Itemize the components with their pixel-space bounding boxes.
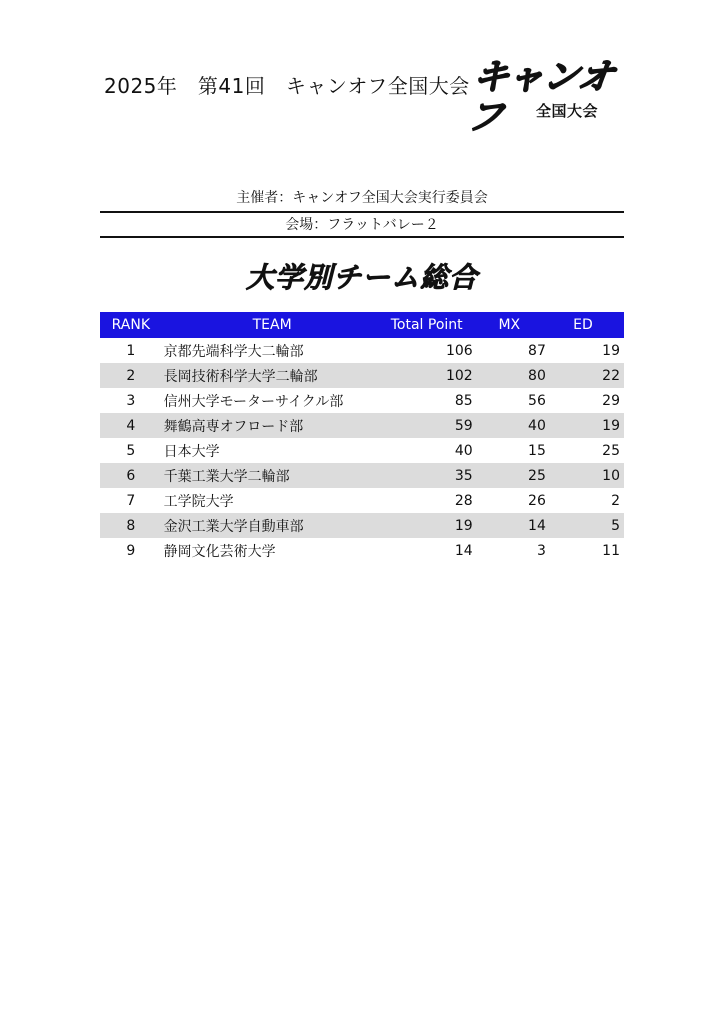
results-table bbox=[100, 312, 624, 563]
table-row bbox=[100, 463, 624, 488]
cell-total-point: 102 bbox=[381, 363, 473, 388]
cell-rank: 5 bbox=[126, 442, 136, 459]
divider-bottom bbox=[100, 236, 624, 238]
cell-mx: 15 bbox=[528, 442, 546, 459]
divider-top bbox=[100, 211, 624, 213]
cell-team: 長岡技術科学大学二輪部 bbox=[162, 363, 381, 388]
cell-total-point: 106 bbox=[445, 342, 473, 359]
cell-team: 工学院大学 bbox=[163, 493, 234, 510]
cell-team: 静岡文化芸術大学 bbox=[163, 543, 276, 560]
cell-ed: 29 bbox=[602, 392, 620, 409]
table-row bbox=[100, 413, 624, 438]
cell-total-point: 19 bbox=[381, 513, 473, 538]
cell-team: 舞鶴高専オフロード部 bbox=[162, 413, 381, 438]
cell-team: 金沢工業大学自動車部 bbox=[162, 513, 381, 538]
cell-ed: 11 bbox=[602, 542, 620, 559]
cell-team: 千葉工業大学二輪部 bbox=[162, 463, 381, 488]
cell-ed: 10 bbox=[546, 463, 624, 488]
cell-team: 信州大学モーターサイクル部 bbox=[163, 393, 344, 410]
cell-total-point: 59 bbox=[381, 413, 473, 438]
cell-mx: 3 bbox=[536, 542, 546, 559]
cell-rank: 1 bbox=[126, 342, 136, 359]
column-header-team: TEAM bbox=[162, 312, 381, 338]
venue-line: 会場：フラットバレー２ bbox=[285, 217, 439, 233]
cell-mx: 87 bbox=[528, 342, 546, 359]
table-row bbox=[100, 438, 624, 463]
cell-total-point: 14 bbox=[454, 542, 473, 559]
logo-main-text: キャンオフ bbox=[464, 57, 616, 138]
cell-rank: 2 bbox=[100, 363, 162, 388]
cell-mx: 26 bbox=[528, 492, 546, 509]
cell-total-point: 85 bbox=[454, 392, 473, 409]
cell-team: 日本大学 bbox=[163, 443, 220, 460]
page-title: 大学別チーム総合 bbox=[245, 261, 478, 294]
table-row bbox=[100, 388, 624, 413]
cell-mx: 14 bbox=[473, 513, 546, 538]
cell-rank: 8 bbox=[100, 513, 162, 538]
cell-rank: 6 bbox=[100, 463, 162, 488]
cell-rank: 7 bbox=[126, 492, 136, 509]
column-header-ed: ED bbox=[546, 312, 624, 338]
table-body bbox=[100, 338, 624, 563]
column-header-mx: MX bbox=[473, 312, 546, 338]
cell-total-point: 35 bbox=[381, 463, 473, 488]
cell-mx: 40 bbox=[473, 413, 546, 438]
table-row bbox=[100, 363, 624, 388]
logo-sub-text: 全国大会 bbox=[536, 102, 599, 120]
cell-ed: 19 bbox=[546, 413, 624, 438]
event-title: 2025年 第41回 キャンオフ全国大会 bbox=[104, 74, 470, 98]
table-header-row bbox=[100, 312, 624, 338]
cell-mx: 25 bbox=[473, 463, 546, 488]
event-logo bbox=[464, 57, 620, 138]
table-row bbox=[100, 513, 624, 538]
cell-rank: 4 bbox=[100, 413, 162, 438]
column-header-total: Total Point bbox=[381, 312, 473, 338]
cell-mx: 56 bbox=[528, 392, 546, 409]
cell-ed: 25 bbox=[602, 442, 620, 459]
cell-ed: 22 bbox=[546, 363, 624, 388]
table-row bbox=[100, 538, 624, 563]
table-row bbox=[100, 338, 624, 363]
column-header-rank: RANK bbox=[100, 312, 162, 338]
cell-rank: 3 bbox=[126, 392, 136, 409]
cell-ed: 5 bbox=[546, 513, 624, 538]
cell-total-point: 40 bbox=[454, 442, 473, 459]
organizer-line: 主催者：キャンオフ全国大会実行委員会 bbox=[236, 190, 488, 206]
table-row bbox=[100, 488, 624, 513]
cell-total-point: 28 bbox=[454, 492, 473, 509]
cell-ed: 19 bbox=[602, 342, 620, 359]
cell-mx: 80 bbox=[473, 363, 546, 388]
cell-ed: 2 bbox=[611, 492, 620, 509]
cell-rank: 9 bbox=[126, 542, 136, 559]
cell-team: 京都先端科学大二輪部 bbox=[163, 343, 304, 360]
